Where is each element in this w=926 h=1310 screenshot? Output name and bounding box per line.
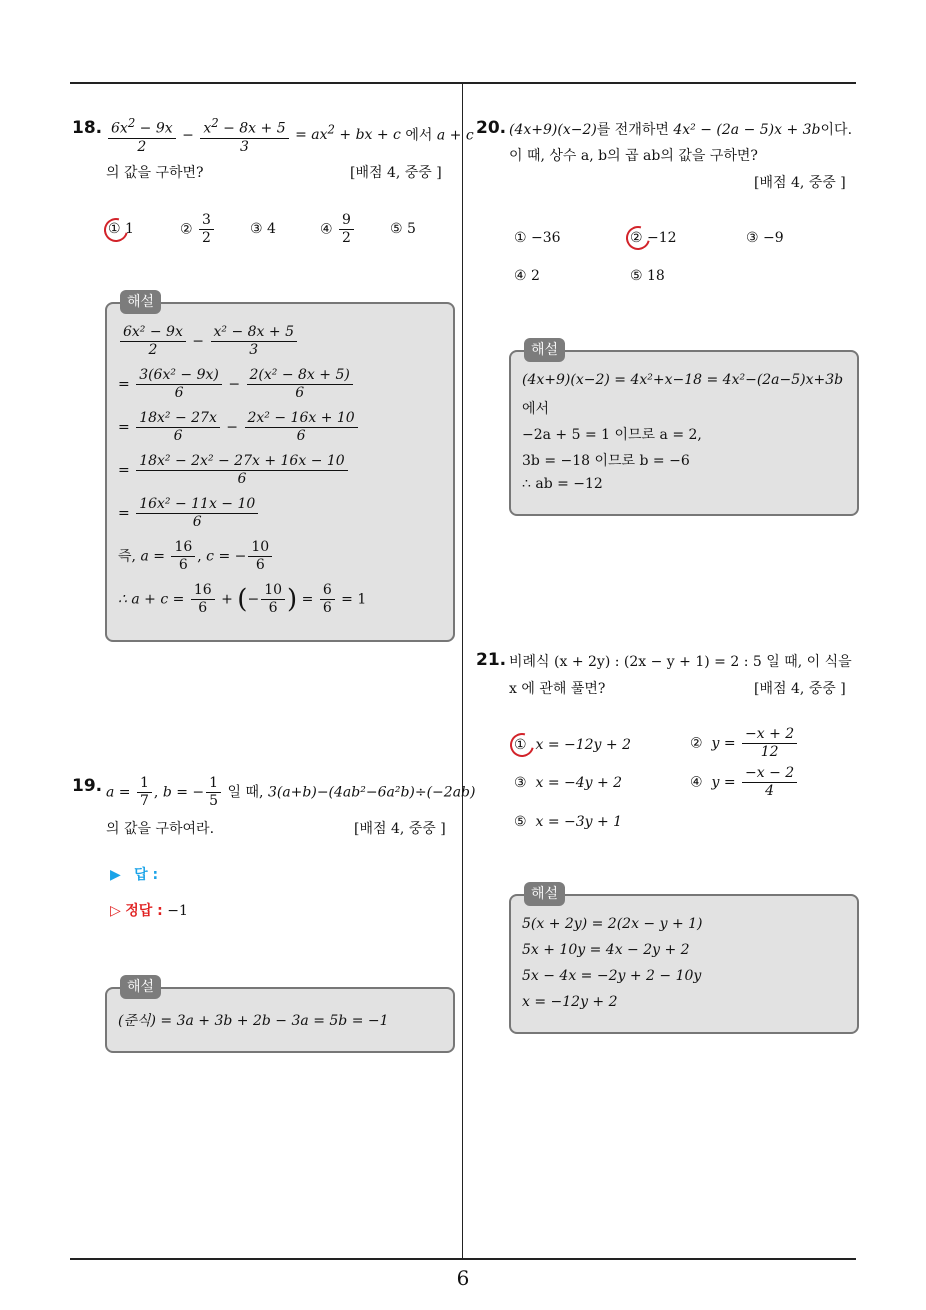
q21-option-2[interactable]: ② y = $\frac{-x + 2}{12}$ <box>690 726 799 761</box>
q19-solution-tag: 해설 <box>120 975 161 999</box>
q19-answer-row <box>110 864 158 884</box>
q21-option-5[interactable]: ⑤ x = −3y + 1 <box>514 814 623 830</box>
q19-stem-line2: 의 값을 구하여라. <box>106 821 215 837</box>
q18-solution-tag: 해설 <box>120 290 161 314</box>
q18-sol-line1: $\frac{\text{6x² − 9x}}{2}$ − $\frac{\text{x² − 8x + 5}}{3}$ <box>118 324 299 359</box>
q19-score: [배점 4, 중중 ] <box>354 821 446 837</box>
q20-sol-line2: 에서 <box>522 401 550 417</box>
bottom-rule <box>70 1258 856 1260</box>
q18-sol-line4: = $\frac{\text{18x² − 2x² − 27x + 16x − 10}}{6}$ <box>118 453 350 488</box>
q18-number: 18. <box>72 118 103 138</box>
q19-answer-label: 답 : <box>134 867 159 883</box>
q20-option-2[interactable]: ② −12 <box>630 230 677 246</box>
outline-play-icon: ▷ <box>110 903 121 919</box>
q18-sol-line3: = $\frac{\text{18x² − 27x}}{6}$ − $\frac{\text{2x² − 16x + 10}}{6}$ <box>118 410 360 445</box>
q21-sol-line1: 5(x + 2y) = 2(2x − y + 1) <box>522 916 703 932</box>
q20-stem-line1: (4x+9)(x−2)를 전개하면 4x² − (2a − 5)x + 3b이다. <box>509 122 853 138</box>
q21-sol-line3: 5x − 4x = −2y + 2 − 10y <box>522 968 702 984</box>
q19-correct-value: −1 <box>167 903 188 919</box>
q19-stem: a = $\frac{1}{7}$ , b = − $\frac{1}{5}$ 일 때, 3(a+b)−(4ab²−6a²b)÷(−2ab) <box>106 775 476 809</box>
q19-solution-line: (준식) = 3a + 3b + 2b − 3a = 5b = −1 <box>118 1013 389 1029</box>
q18-option-5[interactable]: ⑤ 5 <box>390 221 416 237</box>
q18-sol-line5: = $\frac{\text{16x² − 11x − 10}}{6}$ <box>118 496 260 531</box>
q20-option-3[interactable]: ③ −9 <box>746 230 784 246</box>
q20-sol-line3: −2a + 5 = 1 이므로 a = 2, <box>522 427 702 443</box>
q18-stem: $\frac{6x^2 - 9x}{2}$ − $\frac{x^2 - 8x + 5}{3}$ = $ax^2$ + bx + c 에서 a + c <box>106 115 474 156</box>
q20-stem-line2: 이 때, 상수 a, b의 곱 ab의 값을 구하면? <box>509 148 758 164</box>
q20-sol-line4: 3b = −18 이므로 b = −6 <box>522 453 690 469</box>
page-number: 6 <box>456 1266 470 1290</box>
q20-sol-line5: ∴ ab = −12 <box>522 476 603 492</box>
q19-correct-row <box>110 900 188 920</box>
q18-option-4[interactable]: ④ $\frac{9}{2}$ <box>320 212 356 247</box>
q21-score: [배점 4, 중중 ] <box>754 681 846 697</box>
q21-number: 21. <box>476 650 507 670</box>
top-rule <box>70 82 856 84</box>
play-icon: ▶ <box>110 867 121 883</box>
q18-option-3[interactable]: ③ 4 <box>250 221 276 237</box>
q21-sol-line2: 5x + 10y = 4x − 2y + 2 <box>522 942 690 958</box>
q20-option-4[interactable]: ④ 2 <box>514 268 540 284</box>
q18-sol-line2: = $\frac{\text{3(6x² − 9x)}}{6}$ − $\frac{\text{2(x² − 8x + 5)}}{6}$ <box>118 367 355 402</box>
q18-sol-line6: 즉, a = $\frac{16}{6}$ , c = − $\frac{10}{6}$ <box>118 539 274 574</box>
q21-option-1[interactable]: ① x = −12y + 2 <box>514 737 631 753</box>
q18-option-2[interactable]: ② $\frac{3}{2}$ <box>180 212 216 247</box>
q20-number: 20. <box>476 118 507 138</box>
q19-number: 19. <box>72 776 103 796</box>
q21-stem-line1: 비례식 (x + 2y) : (2x − y + 1) = 2 : 5 일 때, 이 식을 <box>509 654 852 670</box>
q18-sol-line7: ∴ a + c = $\frac{16}{6}$ + (− $\frac{10}{6}$ ) = $\frac{6}{6}$ = 1 <box>118 582 367 616</box>
q21-sol-line4: x = −12y + 2 <box>522 994 618 1010</box>
q18-option-1[interactable]: ① 1 <box>108 221 134 237</box>
q19-correct-label: 정답 : <box>125 903 163 919</box>
q20-solution-tag: 해설 <box>524 338 565 362</box>
q21-option-3[interactable]: ③ x = −4y + 2 <box>514 775 623 791</box>
q21-option-4[interactable]: ④ y = $\frac{-x - 2}{4}$ <box>690 765 799 800</box>
q21-stem-line2: x 에 관해 풀면? <box>509 681 606 697</box>
q20-option-5[interactable]: ⑤ 18 <box>630 268 665 284</box>
q20-option-1[interactable]: ① −36 <box>514 230 561 246</box>
q20-sol-line1: (4x+9)(x−2) = 4x²+x−18 = 4x²−(2a−5)x+3b <box>522 372 844 388</box>
q18-stem-line2: 의 값을 구하면? <box>106 165 204 181</box>
column-divider <box>462 83 463 1258</box>
q20-score: [배점 4, 중중 ] <box>754 175 846 191</box>
q21-solution-box <box>509 894 859 1034</box>
q18-score: [배점 4, 중중 ] <box>350 165 442 181</box>
q21-solution-tag: 해설 <box>524 882 565 906</box>
